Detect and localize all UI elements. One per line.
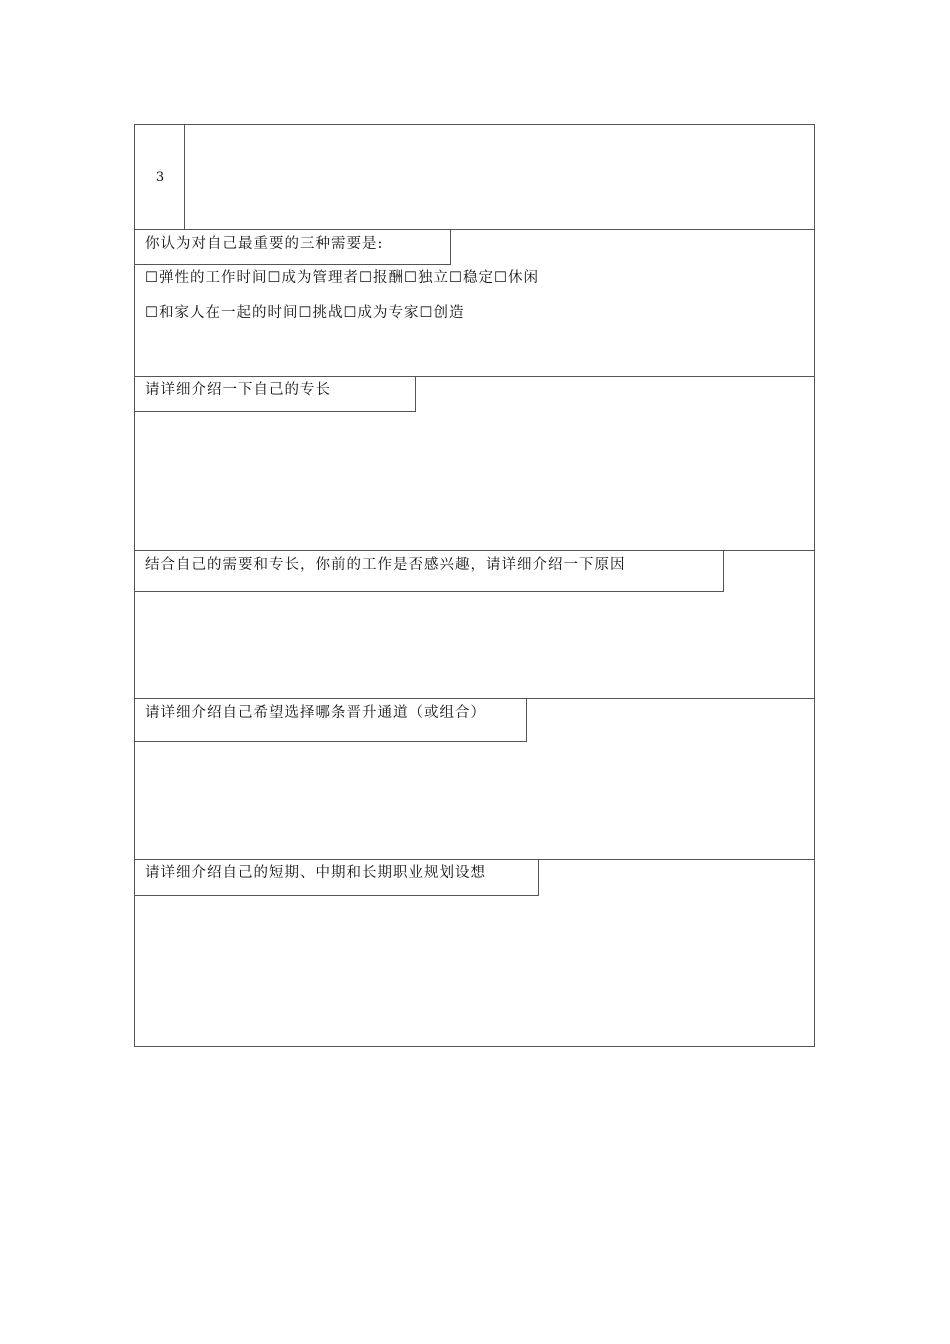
specialty-question-label: 请详细介绍一下自己的专长 [135,376,416,412]
row-number-cell [135,125,185,229]
interest-answer-field[interactable] [135,592,814,698]
career-plan-question-label: 请详细介绍自己的短期、中期和长期职业规划设想 [135,859,539,896]
row-number-divider [184,125,185,229]
career-plan-answer-field[interactable] [135,896,814,1046]
promotion-question-label: 请详细介绍自己希望选择哪条晋升通道（或组合） [135,698,527,742]
row-number: 3 [155,169,165,185]
row-3-answer-field[interactable] [186,125,814,229]
needs-options-line-2[interactable]: ☐和家人在一起的时间☐挑战☐成为专家☐创造 [145,305,465,321]
career-form-table [134,124,815,1047]
interest-question-label: 结合自己的需要和专长，你前的工作是否感兴趣，请详细介绍一下原因 [135,550,724,592]
promotion-answer-field[interactable] [135,742,814,859]
needs-options-line-1[interactable]: ☐弹性的工作时间☐成为管理者☐报酬☐独立☐稳定☐休闲 [145,270,539,286]
needs-question-label: 你认为对自己最重要的三种需要是: [135,229,451,265]
specialty-answer-field[interactable] [135,412,814,550]
